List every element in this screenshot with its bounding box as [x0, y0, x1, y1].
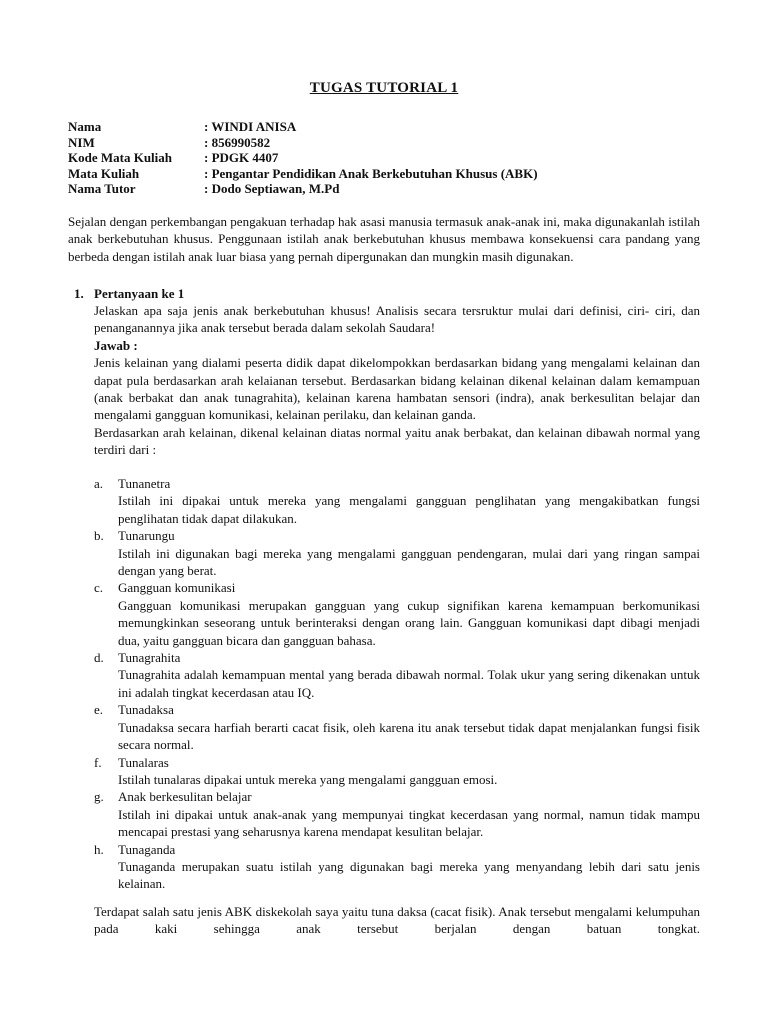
item-description: Tunadaksa secara harfiah berarti cacat fisik, oleh karena itu anak tersebut tidak dapat menjalankan fungsi fisik secara normal. [118, 719, 700, 753]
item-letter: b. [94, 528, 104, 544]
answer-label: Jawab : [94, 337, 138, 353]
info-label: Nama Tutor [68, 181, 136, 197]
item-description: Istilah tunalaras dipakai untuk mereka yang mengalami gangguan emosi. [118, 771, 498, 787]
item-description: Istilah ini dipakai untuk mereka yang mengalami gangguan penglihatan yang mengakibatkan fungsi penglihatan tidak dapat dilakukan. [118, 493, 700, 526]
item-letter: f. [94, 754, 102, 770]
item-letter: h. [94, 841, 104, 857]
info-label: Kode Mata Kuliah [68, 150, 173, 166]
item-name: Anak berkesulitan belajar [118, 789, 252, 805]
item-description: Istilah ini dipakai untuk anak-anak yang mempunyai tingkat kecerdasan yang normal, namun tidak mampu mencapai prestasi yang seharusnya karena mendapat kesulitan belajar. [118, 806, 700, 840]
info-row-mata-kuliah [68, 166, 538, 182]
info-value: : PDGK 4407 [204, 150, 279, 166]
question-title: Pertanyaan ke 1 [94, 286, 185, 301]
document-title: TUGAS TUTORIAL 1 [309, 80, 459, 96]
answer-paragraph-2: Berdasarkan arah kelainan, dikenal kelainan diatas normal yaitu anak berbakat, dan kelainan dibawah normal yang terdiri dari : [94, 424, 700, 458]
student-info [68, 119, 538, 197]
item-letter: e. [94, 702, 104, 718]
list-item [94, 841, 700, 893]
question-text: Jelaskan apa saja jenis anak berkebutuhan khusus! Analisis secara tersruktur mulai dari definisi, ciri- ciri, dan penanganannya jika anak tersebut berada dalam sekolah Saudara! [94, 303, 700, 336]
list-item [94, 475, 700, 527]
item-letter: d. [94, 650, 104, 666]
item-name: Tunadaksa [118, 702, 174, 718]
item-name: Tunaganda [118, 841, 176, 857]
list-item [94, 649, 700, 701]
info-value: : 856990582 [204, 134, 271, 150]
info-label: Mata Kuliah [68, 165, 140, 181]
item-name: Tunalaras [118, 754, 169, 770]
item-description: Gangguan komunikasi merupakan gangguan yang cukup signifikan karena kemampuan berkomunikasi memungkinkan seseorang untuk berinteraksi dengan orang lain. Gangguan komunikasi dapt dibagi menjadi dua, yaitu gangguan bicara dan gangguan bahasa. [118, 597, 700, 648]
info-row-kode [68, 150, 538, 166]
item-description: Tunagrahita adalah kemampuan mental yang berada dibawah normal. Tolak ukur yang sering dikenakan untuk ini adalah tingkat kecerdasan atau IQ. [118, 667, 700, 700]
list-item [94, 788, 700, 840]
info-label: Nama [68, 119, 102, 134]
item-name: Tunarungu [118, 528, 175, 544]
item-description: Tunaganda merupakan suatu istilah yang digunakan bagi mereka yang menyandang lebih dari satu jenis kelainan. [118, 858, 700, 892]
item-name: Gangguan komunikasi [118, 580, 236, 596]
question-body [94, 302, 700, 459]
info-row-tutor [68, 181, 538, 197]
answer-paragraph-1: Jenis kelainan yang dialami peserta didik dapat dikelompokkan berdasarkan bidang yang mengalami kelainan dan dapat pula berdasarkan arah kelaianan tersebut. Berdasarkan bidang kelainan dikenal kelainan dalam kemampuan (anak berbakat dan anak tunagrahita), kelainan karena hambatan sensori (indra), anak berkesulitan belajar dan mengalami gangguan komunikasi, kelainan perilaku, dan kelainan ganda. [94, 355, 700, 423]
info-value: : Pengantar Pendidikan Anak Berkebutuhan Khusus (ABK) [204, 165, 538, 181]
closing-paragraph: Terdapat salah satu jenis ABK diskekolah saya yaitu tuna daksa (cacat fisik). Anak tersebut mengalami kelumpuhan pada kaki sehingga anak tersebut berjalan dengan batuan tongkat. [94, 904, 700, 937]
item-name: Tunanetra [118, 476, 171, 491]
info-value: : Dodo Septiawan, M.Pd [204, 181, 340, 197]
question-heading [74, 285, 184, 302]
info-row-nim [68, 135, 538, 151]
list-item [94, 754, 700, 789]
item-name: Tunagrahita [118, 650, 181, 666]
item-letter: g. [94, 789, 104, 805]
list-item [94, 579, 700, 649]
item-letter: a. [94, 476, 104, 491]
question-number: 1. [74, 286, 84, 301]
info-label: NIM [68, 134, 95, 150]
item-description: Istilah ini digunakan bagi mereka yang mengalami gangguan pendengaran, mulai dari yang ringan sampai dengan yang berat. [118, 545, 700, 579]
list-item [94, 701, 700, 753]
intro-paragraph: Sejalan dengan perkembangan pengakuan terhadap hak asasi manusia termasuk anak-anak ini, maka digunakanlah istilah anak berkebutuhan khusus. Penggunaan istilah anak berkebutuhan khusus membawa konsekuensi cara pandang yang berbeda dengan istilah anak luar biasa yang pernah dipergunakan dan mungkin masih digunakan. [68, 214, 700, 264]
info-value: : WINDI ANISA [204, 119, 297, 134]
item-letter: c. [94, 580, 104, 596]
info-row-nama [68, 119, 538, 135]
list-item [94, 527, 700, 579]
disability-list [94, 475, 700, 893]
